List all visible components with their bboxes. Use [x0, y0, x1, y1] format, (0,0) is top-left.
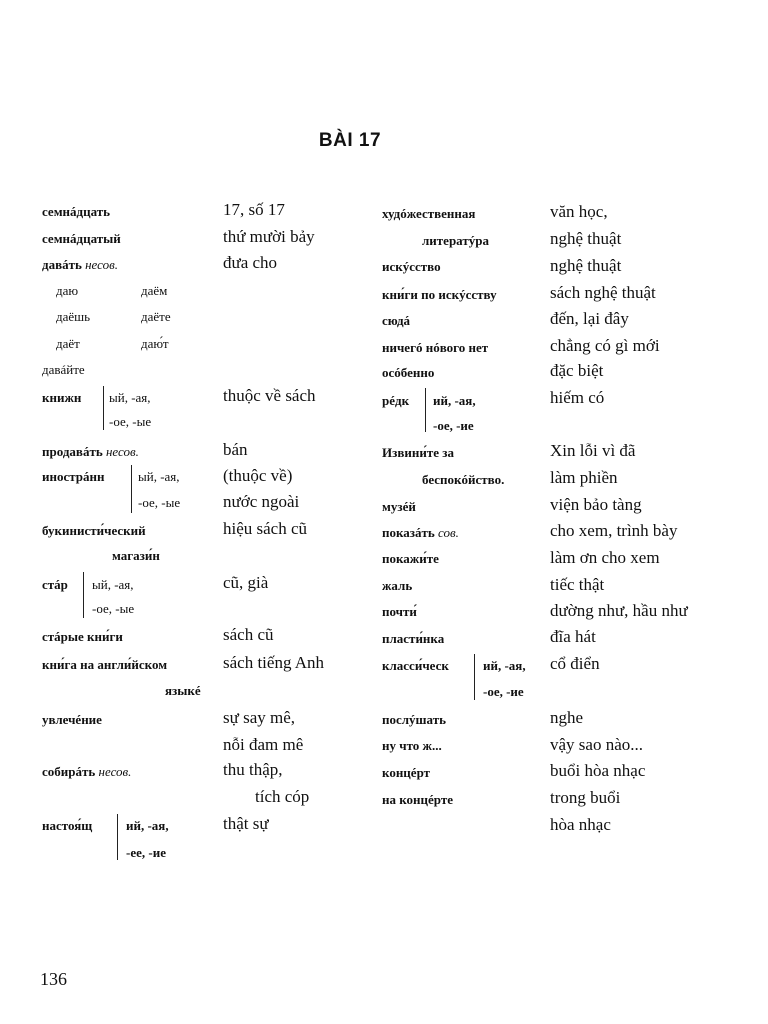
vi-translation: (thuộc về) [223, 466, 293, 485]
ru-word [42, 257, 118, 273]
ru-ending: ый, -ая, [109, 390, 151, 405]
conjugation-form: даю́т [141, 336, 169, 351]
ru-ending: -ое, -ые [138, 495, 181, 510]
ru-ending: ый, -ая, [138, 469, 180, 484]
vi-translation: dường như, hầu như [550, 601, 688, 620]
ru-word-text: показáть [382, 525, 435, 540]
ru-ending: ий, -ая, [483, 658, 526, 673]
ru-word: сюдá [382, 313, 411, 328]
ru-ending: -ое, -ие [433, 418, 474, 433]
ru-word: ничегó нóвого нет [382, 340, 489, 355]
ru-word: букинисти́ческий [42, 523, 146, 538]
vi-translation: hiếm có [550, 388, 605, 407]
vi-translation: thuộc về sách [223, 386, 316, 405]
ru-word: осóбенно [382, 365, 435, 380]
vi-translation: Xin lỗi vì đã [550, 441, 636, 460]
vi-translation: cho xem, trình bày [550, 521, 678, 540]
ru-ending: -ое, -ые [92, 601, 135, 616]
ru-word: стáрые кни́ги [42, 629, 123, 644]
aspect-note: несов. [105, 444, 139, 459]
ending-divider [103, 386, 104, 430]
ru-word: искýсство [382, 259, 441, 274]
ru-stem: инострáнн [42, 469, 105, 484]
ru-stem: класси́ческ [382, 658, 449, 673]
ru-word: концéрт [382, 765, 431, 780]
vi-translation: thật sự [223, 814, 269, 833]
conjugation-form: даю [56, 283, 79, 298]
ru-word: беспокóйство. [422, 472, 505, 487]
ru-ending: ый, -ая, [92, 577, 134, 592]
ru-word: почти́ [382, 604, 417, 619]
ru-word [42, 444, 139, 460]
vi-translation: sách tiếng Anh [223, 653, 325, 672]
ru-word: жаль [382, 578, 413, 593]
vi-translation: đặc biệt [550, 361, 604, 380]
vi-translation: tích cóp [255, 787, 310, 806]
vi-translation: văn học, [550, 202, 608, 221]
ru-stem: настоя́щ [42, 818, 93, 833]
ru-word: на концéрте [382, 792, 454, 807]
vi-translation: nghe [550, 708, 584, 727]
vi-translation: đĩa hát [550, 627, 596, 646]
conjugation-form: даёт [56, 336, 80, 351]
vi-translation: chẳng có gì mới [550, 336, 660, 355]
ru-word: кни́га на англи́йском [42, 657, 168, 672]
aspect-note: несов. [85, 257, 118, 272]
aspect-note: сов. [438, 525, 459, 540]
vi-translation: đến, lại đây [550, 309, 629, 328]
ending-divider [117, 814, 118, 860]
ru-ending: ий, -ая, [126, 818, 169, 833]
vi-translation: làm phiền [550, 468, 618, 487]
vi-translation: tiếc thật [550, 575, 605, 594]
ru-ending: ий, -ая, [433, 393, 476, 408]
vi-translation: hòa nhạc [550, 815, 611, 834]
vi-translation: thứ mười bảy [223, 227, 315, 246]
vi-translation: sự say mê, [223, 708, 296, 727]
ending-divider [131, 465, 132, 513]
conjugation-form: даёте [141, 309, 171, 324]
ru-word: семнáдцатый [42, 231, 121, 246]
ending-divider [425, 388, 426, 432]
vi-translation: đưa cho [223, 253, 278, 272]
vi-translation: nỗi đam mê [223, 735, 304, 754]
ru-word: послýшать [382, 712, 446, 727]
vi-translation: nghệ thuật [550, 256, 622, 275]
ru-ending: -ое, -ие [483, 684, 524, 699]
ru-stem: рéдк [382, 393, 410, 408]
conjugation-form: даём [141, 283, 168, 298]
ru-word: Извини́те за [382, 445, 454, 460]
ru-word: худóжественная [382, 206, 476, 221]
vi-translation: 17, số 17 [223, 200, 285, 219]
vi-translation: hiệu sách cũ [223, 519, 308, 538]
ending-divider [83, 572, 84, 618]
vi-translation: cổ điển [550, 654, 600, 673]
vi-translation: bán [223, 440, 248, 459]
ru-stem: стáр [42, 577, 68, 592]
conjugation-form: даёшь [56, 309, 91, 324]
ru-ending: -ее, -ие [126, 845, 166, 860]
lesson-title: BÀI 17 [318, 130, 382, 151]
ru-word [382, 525, 459, 541]
conjugation-form: давáйте [42, 362, 85, 377]
ru-word: магази́н [112, 548, 160, 563]
page-number: 136 [40, 969, 67, 989]
vi-translation: viện bảo tàng [550, 495, 642, 514]
vi-translation: thu thập, [223, 760, 283, 779]
aspect-note: несов. [98, 764, 132, 779]
ru-word: ну что ж... [382, 738, 442, 753]
ru-word: кни́ги по искýсству [382, 287, 497, 302]
vi-translation: trong buổi [550, 788, 621, 807]
vi-translation: cũ, già [223, 573, 269, 592]
ru-word-text: продавáть [42, 444, 103, 459]
ru-word [42, 764, 131, 780]
ru-word: пласти́нка [382, 631, 445, 646]
ru-word-text: собирáть [42, 764, 96, 779]
vi-translation: nước ngoài [223, 492, 300, 511]
vi-translation: làm ơn cho xem [550, 548, 660, 567]
ru-word: языкé [165, 683, 201, 698]
vi-translation: sách nghệ thuật [550, 283, 656, 302]
ru-word: литератýра [422, 233, 489, 248]
ru-word: покажи́те [382, 551, 439, 566]
ru-ending: -ое, -ые [109, 414, 152, 429]
ru-stem: книжн [42, 390, 82, 405]
vi-translation: buổi hòa nhạc [550, 761, 646, 780]
ending-divider [474, 654, 475, 700]
vi-translation: vậy sao nào... [550, 735, 644, 754]
ru-word: семнáдцать [42, 204, 111, 219]
vi-translation: sách cũ [223, 625, 274, 644]
ru-word: музéй [382, 499, 416, 514]
ru-word: увлечéние [42, 712, 102, 727]
vi-translation: nghệ thuật [550, 229, 622, 248]
ru-word-text: давáть [42, 257, 82, 272]
